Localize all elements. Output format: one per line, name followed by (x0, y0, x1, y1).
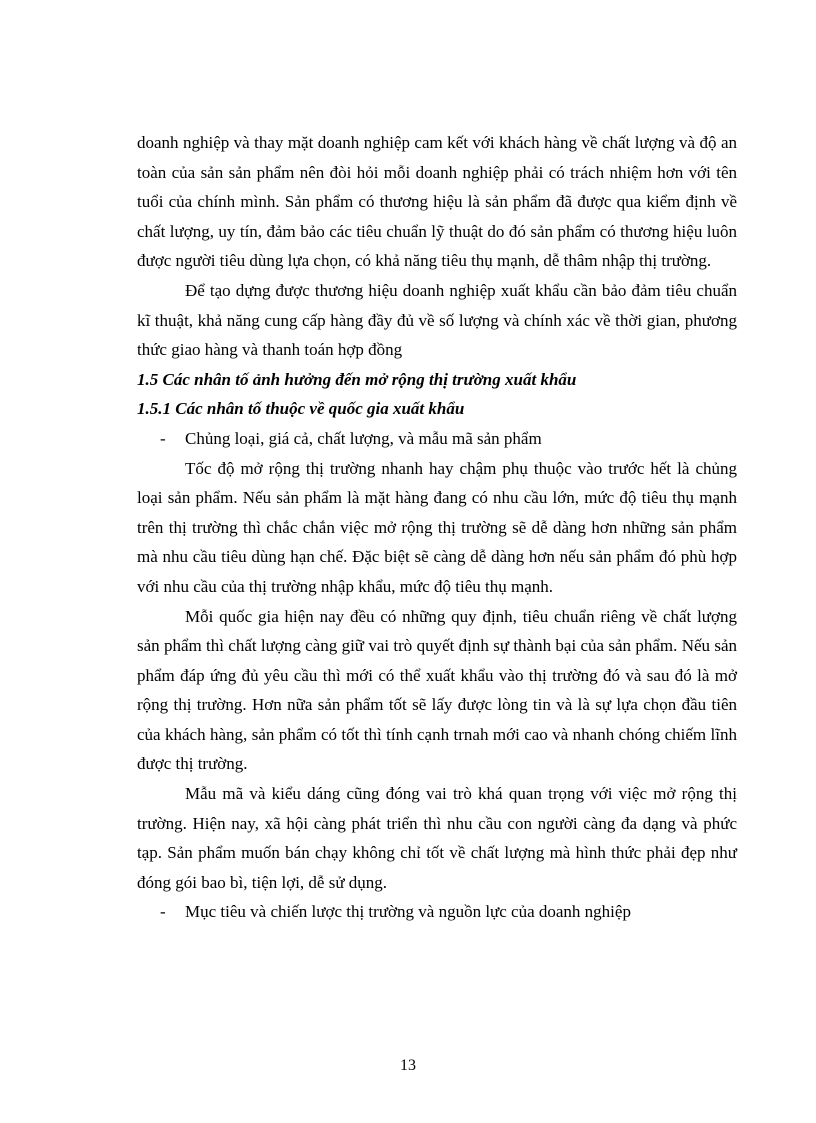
bullet-text: Mục tiêu và chiến lược thị trường và nguồn lực của doanh nghiệp (185, 902, 631, 922)
paragraph-product-quality: Mỗi quốc gia hiện nay đều có những quy định, tiêu chuẩn riêng về chất lượng sản phẩm thì chất lượng càng giữ vai trò quyết định sự thành bại của sản phẩm. Nếu sản phẩm đáp ứng đủ yêu cầu thì mới có thể xuất khẩu vào thị trường đó và sau đó là mở rộng thị trường. Hơn nữa sản phẩm tốt sẽ lấy được lòng tin và là sự lựa chọn đầu tiên của khách hàng, sản phẩm có tốt thì tính cạnh trnah mới cao và nhanh chóng chiếm lĩnh được thị trường. (137, 606, 737, 774)
bullet-dash: - (160, 902, 166, 922)
paragraph-brand-responsibility: doanh nghiệp và thay mặt doanh nghiệp cam kết với khách hàng về chất lượng và độ an toàn của sản sản phẩm nên đòi hỏi mỗi doanh nghiệp phải có trách nhiệm hơn với tên tuổi của chính mình. Sản phẩm có thương hiệu là sản phẩm đã được qua kiểm định về chất lượng, uy tín, đảm bảo các tiêu chuẩn lỹ thuật do đó sản phẩm có thương hiệu luôn được người tiêu dùng lựa chọn, có khả năng tiêu thụ mạnh, dễ thâm nhập thị trường. (137, 133, 737, 271)
paragraph-product-design: Mẫu mã và kiểu dáng cũng đóng vai trò khá quan trọng với việc mở rộng thị trường. Hiện nay, xã hội càng phát triển thì nhu cầu con người càng đa dạng và phức tạp. Sản phẩm muốn bán chạy không chỉ tốt về chất lượng mà hình thức phải đẹp như đóng gói bao bì, tiện lợi, dễ sử dụng. (137, 784, 737, 892)
section-heading-1-5-1: 1.5.1 Các nhân tố thuộc về quốc gia xuất khẩu (137, 399, 465, 419)
bullet-dash: - (160, 428, 166, 448)
bullet-text: Chủng loại, giá cả, chất lượng, và mẫu mã sản phẩm (185, 428, 542, 448)
section-heading-1-5: 1.5 Các nhân tố ảnh hưởng đến mở rộng thị trường xuất khẩu (137, 369, 577, 389)
paragraph-brand-building: Để tạo dựng được thương hiệu doanh nghiệp xuất khẩu cần bảo đảm tiêu chuẩn kĩ thuật, khả năng cung cấp hàng đầy đủ về số lượng và chính xác về thời gian, phương thức giao hàng và thanh toán hợp đồng (137, 280, 737, 360)
document-body (137, 128, 737, 927)
bullet-item-product-factors (137, 424, 737, 454)
bullet-item-strategy (137, 897, 737, 927)
paragraph-product-type: Tốc độ mở rộng thị trường nhanh hay chậm phụ thuộc vào trước hết là chủng loại sản phẩm. Nếu sản phẩm là mặt hàng đang có nhu cầu lớn, mức độ tiêu thụ mạnh trên thị trường thì chắc chắn việc mở rộng thị trường sẽ dễ dàng hơn những sản phẩm mà nhu cầu tiêu dùng hạn chế. Đặc biệt sẽ càng dễ dàng hơn nếu sản phẩm đó phù hợp với nhu cầu của thị trường nhập khẩu, mức độ tiêu thụ mạnh. (137, 458, 737, 596)
page-number: 13 (400, 1057, 416, 1074)
